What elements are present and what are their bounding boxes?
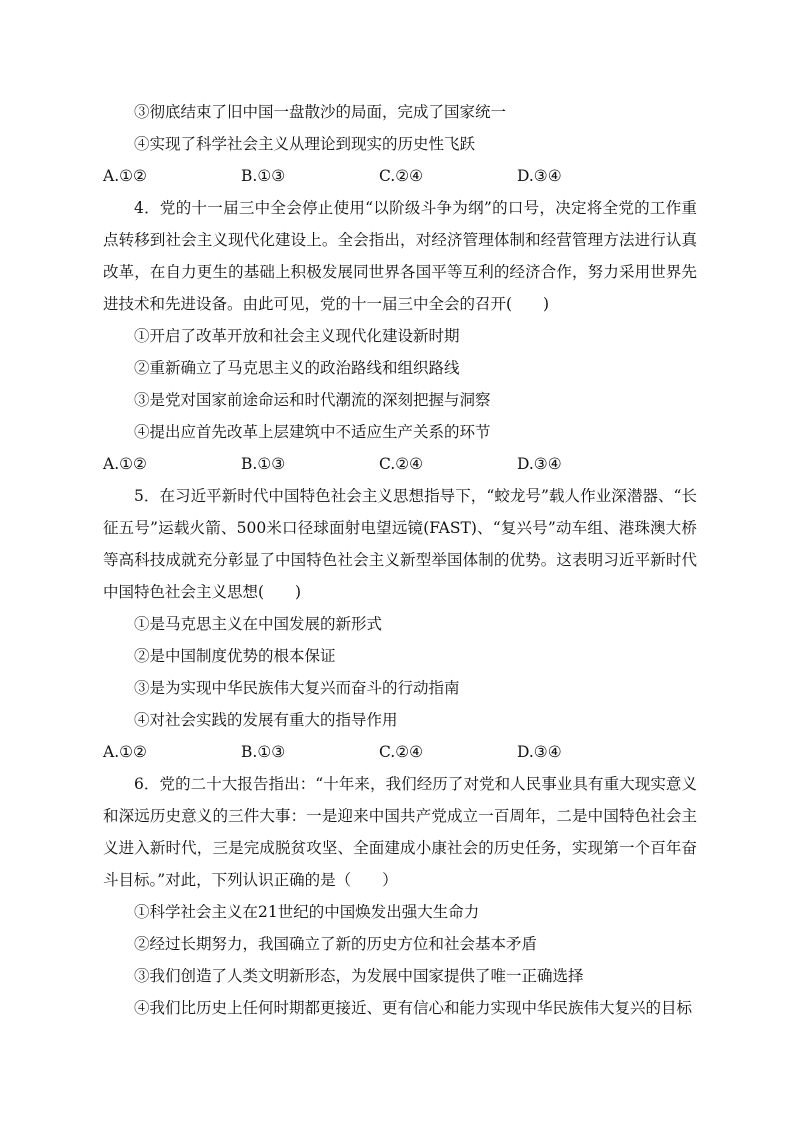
- q4-answer-b[interactable]: B.①③: [241, 455, 286, 473]
- q5-answer-a[interactable]: A.①②: [103, 743, 147, 761]
- q6-stem: 6．党的二十大报告指出：“十年来，我们经历了对党和人民事业具有重大现实意义和深远历史意义的三件大事：一是迎来中国共产党成立一百周年，二是中国特色社会主义进入新时代，三是完成脱贫攻坚、全面建成小康社会的历史任务，实现第一个百年奋斗目标。”对此，下列认识正确的是（ ）: [103, 775, 697, 889]
- q4-answer-d[interactable]: D.③④: [517, 455, 562, 473]
- question-6: [103, 768, 697, 1024]
- q5-option-1: ①是马克思主义在中国发展的新形式: [134, 615, 383, 633]
- q5-option-3: ③是为实现中华民族伟大复兴而奋斗的行动指南: [134, 679, 460, 697]
- q5-answer-b[interactable]: B.①③: [241, 743, 286, 761]
- q4-option-4: ④提出应首先改革上层建筑中不适应生产关系的环节: [134, 423, 491, 441]
- question-3-tail: [103, 96, 697, 192]
- q4-option-1: ①开启了改革开放和社会主义现代化建设新时期: [134, 327, 460, 345]
- q5-stem: 5．在习近平新时代中国特色社会主义思想指导下，“蛟龙号”载人作业深潜器、“长征五号”运载火箭、500米口径球面射电望远镜(FAST)、“复兴号”动车组、港珠澳大桥等高科技成就充分彰显了中国特色社会主义新型举国体制的优势。这表明习近平新时代中国特色社会主义思想( ): [103, 487, 697, 601]
- q5-option-4: ④对社会实践的发展有重大的指导作用: [134, 711, 398, 729]
- q6-option-3: ③我们创造了人类文明新形态，为发展中国家提供了唯一正确选择: [134, 967, 584, 985]
- q5-answer-c[interactable]: C.②④: [379, 743, 424, 761]
- q6-option-2: ②经过长期努力，我国确立了新的历史方位和社会基本矛盾: [134, 935, 538, 953]
- question-5: [103, 480, 697, 768]
- q4-stem: 4．党的十一届三中全会停止使用“以阶级斗争为纲”的口号，决定将全党的工作重点转移到社会主义现代化建设上。全会指出，对经济管理体制和经营管理方法进行认真改革，在自力更生的基础上积极发展同世界各国平等互利的经济合作，努力采用世界先进技术和先进设备。由此可见，党的十一届三中全会的召开( ): [103, 199, 697, 313]
- q4-answer-a[interactable]: A.①②: [103, 455, 147, 473]
- q3-answer-b[interactable]: B.①③: [241, 167, 286, 185]
- q4-option-3: ③是党对国家前途命运和时代潮流的深刻把握与洞察: [134, 391, 491, 409]
- q3-answer-d[interactable]: D.③④: [517, 167, 562, 185]
- question-4: [103, 192, 697, 480]
- exam-content: [103, 96, 697, 1024]
- q5-option-2: ②是中国制度优势的根本保证: [134, 647, 336, 665]
- q5-answer-d[interactable]: D.③④: [517, 743, 562, 761]
- q4-option-2: ②重新确立了马克思主义的政治路线和组织路线: [134, 359, 460, 377]
- q3-answer-a[interactable]: A.①②: [103, 167, 147, 185]
- q6-option-1: ①科学社会主义在21世纪的中国焕发出强大生命力: [134, 903, 480, 921]
- q3-answer-c[interactable]: C.②④: [379, 167, 424, 185]
- q4-answer-c[interactable]: C.②④: [379, 455, 424, 473]
- q5-answer-choices: [103, 736, 697, 768]
- q3-answer-choices: [103, 160, 697, 192]
- q4-answer-choices: [103, 448, 697, 480]
- q3-option-4: ④实现了科学社会主义从理论到现实的历史性飞跃: [134, 135, 476, 153]
- q3-option-3: ③彻底结束了旧中国一盘散沙的局面，完成了国家统一: [134, 103, 507, 121]
- q6-option-4: ④我们比历史上任何时期都更接近、更有信心和能力实现中华民族伟大复兴的目标: [134, 999, 693, 1017]
